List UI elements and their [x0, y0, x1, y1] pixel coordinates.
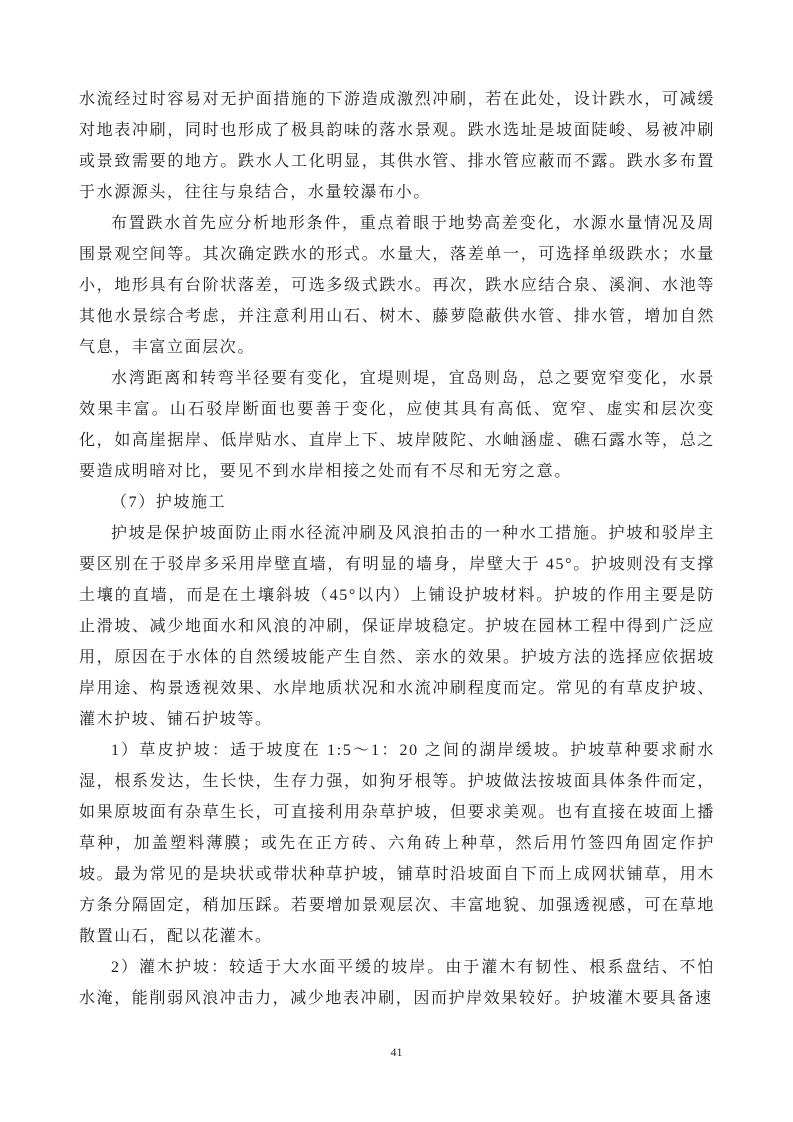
- section-heading-slope-protection: （7）护坡施工: [111, 494, 227, 511]
- paragraph-grass-slope-protection: 1）草皮护坡：适于坡度在 1:5～1：20 之间的湖岸缓坡。护坡草种要求耐水湿，根系发达，生长快，生存力强，如狗牙根等。护坡做法按坡面具体条件而定，如果原坡面有杂草生长，可直接利用杂草护坡，但要求美观。也有直接在坡面上播草种，加盖塑料薄膜；或先在正方砖、六角砖上种草，然后用竹签四角固定作护坡。最为常见的是块状或带状种草护坡，铺草时沿坡面自下而上成网状铺草，用木方条分隔固定，稍加压踩。若要增加景观层次、丰富地貌、加强透视感，可在草地散置山石，配以花灌木。: [79, 742, 715, 945]
- page-number: 41: [390, 1045, 403, 1059]
- document-body: [79, 84, 715, 1014]
- paragraph-slope-protection-intro: 护坡是保护坡面防止雨水径流冲刷及风浪拍击的一种水工措施。护坡和驳岸主要区别在于驳岸多采用岸壁直墙，有明显的墙身，岸壁大于 45°。护坡则没有支撑土壤的直墙，而是在土壤斜坡（45°以内）上铺设护坡材料。护坡的作用主要是防止滑坡、减少地面水和风浪的冲刷，保证岸坡稳定。护坡在园林工程中得到广泛应用，原因在于水体的自然缓坡能产生自然、亲水的效果。护坡方法的选择应依据坡岸用途、构景透视效果、水岸地质状况和水流冲刷程度而定。常见的有草皮护坡、灌木护坡、铺石护坡等。: [79, 525, 715, 728]
- paragraph-shrub-slope-protection: 2）灌木护坡：较适于大水面平缓的坡岸。由于灌木有韧性、根系盘结、不怕水淹，能削弱风浪冲击力，减少地表冲刷，因而护岸效果较好。护坡灌木要具备速: [79, 959, 715, 1007]
- paragraph-falling-water-layout: 布置跌水首先应分析地形条件，重点着眼于地势高差变化，水源水量情况及周围景观空间等。其次确定跌水的形式。水量大，落差单一，可选择单级跌水；水量小，地形具有台阶状落差，可选多级式跌水。再次，跌水应结合泉、溪涧、水池等其他水景综合考虑，并注意利用山石、树木、藤萝隐蔽供水管、排水管，增加自然气息，丰富立面层次。: [79, 215, 715, 356]
- paragraph-falling-water-continuation: 水流经过时容易对无护面措施的下游造成激烈冲刷，若在此处，设计跌水，可减缓对地表冲刷，同时也形成了极具韵味的落水景观。跌水选址是坡面陡峻、易被冲刷或景致需要的地方。跌水人工化明显，其供水管、排水管应蔽而不露。跌水多布置于水源源头，往往与泉结合，水量较瀑布小。: [79, 91, 715, 201]
- page-footer: [0, 1043, 793, 1061]
- paragraph-shoreline-variation: 水湾距离和转弯半径要有变化，宜堤则堤，宜岛则岛，总之要宽窄变化，水景效果丰富。山石驳岸断面也要善于变化，应使其具有高低、宽窄、虚实和层次变化，如高崖据岸、低岸贴水、直岸上下、坡岸陂陀、水岫涵虚、礁石露水等，总之要造成明暗对比，要见不到水岸相接之处而有不尽和无穷之意。: [79, 370, 715, 480]
